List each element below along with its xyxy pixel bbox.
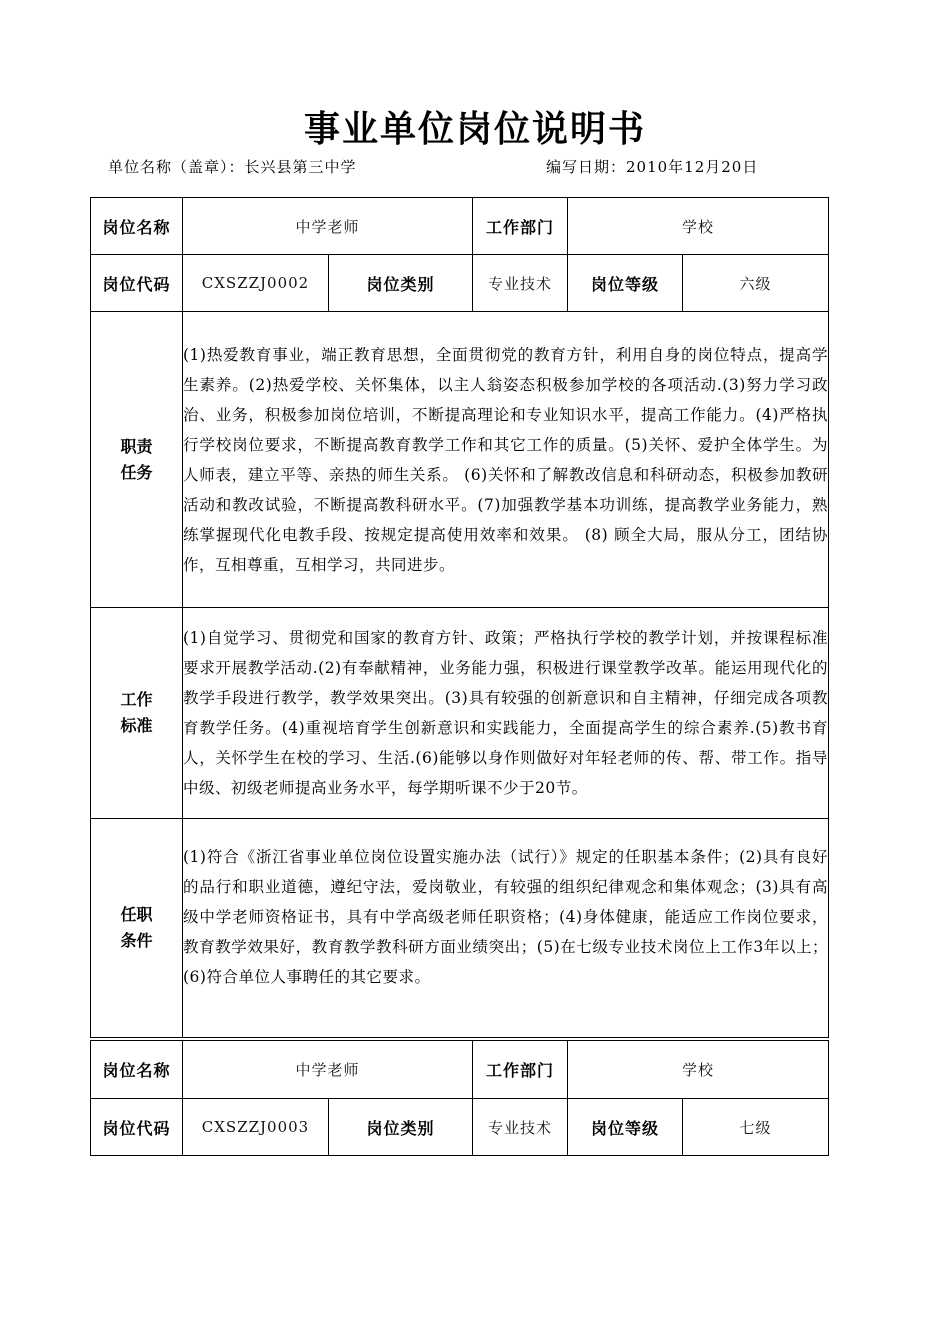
- standards-row: [91, 608, 829, 819]
- department-label: 工作部门: [473, 198, 568, 255]
- duties-text: (1)热爱教育事业，端正教育思想，全面贯彻党的教育方针，利用自身的岗位特点，提高学生素养。(2)热爱学校、关怀集体，以主人翁姿态积极参加学校的各项活动.(3)努力学习政治、业务，积极参加岗位培训，不断提高理论和专业知识水平，提高工作能力。(4)严格执行学校岗位要求，不断提高教育教学工作和其它工作的质量。(5)关怀、爱护全体学生。为人师表，建立平等、亲热的师生关系。 (6)关怀和了解教改信息和科研动态，积极参加教研活动和教改试验，不断提高教科研水平。(7)加强教学基本功训练，提高教学业务能力，熟练掌握现代化电教手段、按规定提高使用效率和效果。 (8) 顾全大局，服从分工，团结协作，互相尊重，互相学习，共同进步。: [183, 312, 829, 608]
- post-category-value: 专业技术: [473, 1099, 568, 1156]
- department-value: 学校: [568, 1041, 829, 1099]
- standards-label-line1: 工作: [120, 690, 153, 709]
- post-grade-value: 六级: [683, 255, 829, 312]
- post-code-row: [91, 1099, 829, 1156]
- post-name-value: 中学老师: [183, 198, 473, 255]
- document-title: 事业单位岗位说明书: [303, 109, 646, 150]
- post-category-label: 岗位类别: [329, 1099, 473, 1156]
- duties-label-line1: 职责: [120, 436, 153, 456]
- conditions-label: [91, 819, 183, 1038]
- duties-label: [91, 312, 183, 608]
- conditions-label-line2: 条件: [120, 931, 153, 950]
- department-label: 工作部门: [473, 1041, 568, 1099]
- conditions-text: (1)符合《浙江省事业单位岗位设置实施办法（试行）》规定的任职基本条件；(2)具有良好的品行和职业道德，遵纪守法，爱岗敬业，有较强的组织纪律观念和集体观念；(3)具有高级中学老师资格证书，具有中学高级老师任职资格；(4)身体健康，能适应工作岗位要求，教育教学效果好，教育教学教科研方面业绩突出；(5)在七级专业技术岗位上工作3年以上；(6)符合单位人事聘任的其它要求。: [183, 819, 829, 1038]
- post-code-label: 岗位代码: [91, 1099, 183, 1156]
- conditions-label-line1: 任职: [120, 905, 153, 924]
- post-name-value: 中学老师: [183, 1041, 473, 1099]
- standards-label: [91, 608, 183, 819]
- post-grade-value: 七级: [683, 1099, 829, 1156]
- post-category-label: 岗位类别: [329, 255, 473, 312]
- post-grade-label: 岗位等级: [568, 255, 683, 312]
- standards-text: (1)自觉学习、贯彻党和国家的教育方针、政策；严格执行学校的教学计划，并按课程标准要求开展教学活动.(2)有奉献精神，业务能力强，积极进行课堂教学改革。能运用现代化的教学手段进行教学，教学效果突出。(3)具有较强的创新意识和自主精神，仔细完成各项教育教学任务。(4)重视培育学生创新意识和实践能力，全面提高学生的综合素养.(5)教书育人，关怀学生在校的学习、生活.(6)能够以身作则做好对年轻老师的传、帮、带工作。指导中级、初级老师提高业务水平，每学期听课不少于20节。: [183, 608, 829, 819]
- duties-row: [91, 312, 829, 608]
- duties-label-line2: 任务: [120, 462, 153, 482]
- post-summary-table: [90, 1040, 829, 1156]
- post-name-label: 岗位名称: [91, 1041, 183, 1099]
- standards-label-line2: 标准: [120, 716, 153, 735]
- post-name-row: [91, 198, 829, 255]
- post-code-value: CXSZZJ0002: [183, 255, 329, 312]
- compile-date: 编写日期：2010年12月20日: [546, 158, 759, 176]
- post-name-label: 岗位名称: [91, 198, 183, 255]
- department-value: 学校: [568, 198, 829, 255]
- unit-name: 单位名称（盖章）：长兴县第三中学: [108, 158, 357, 176]
- post-category-value: 专业技术: [473, 255, 568, 312]
- post-name-row: [91, 1041, 829, 1099]
- post-code-label: 岗位代码: [91, 255, 183, 312]
- post-description-table: [90, 197, 829, 1038]
- post-code-value: CXSZZJ0003: [183, 1099, 329, 1156]
- post-code-row: [91, 255, 829, 312]
- post-grade-label: 岗位等级: [568, 1099, 683, 1156]
- conditions-row: [91, 819, 829, 1038]
